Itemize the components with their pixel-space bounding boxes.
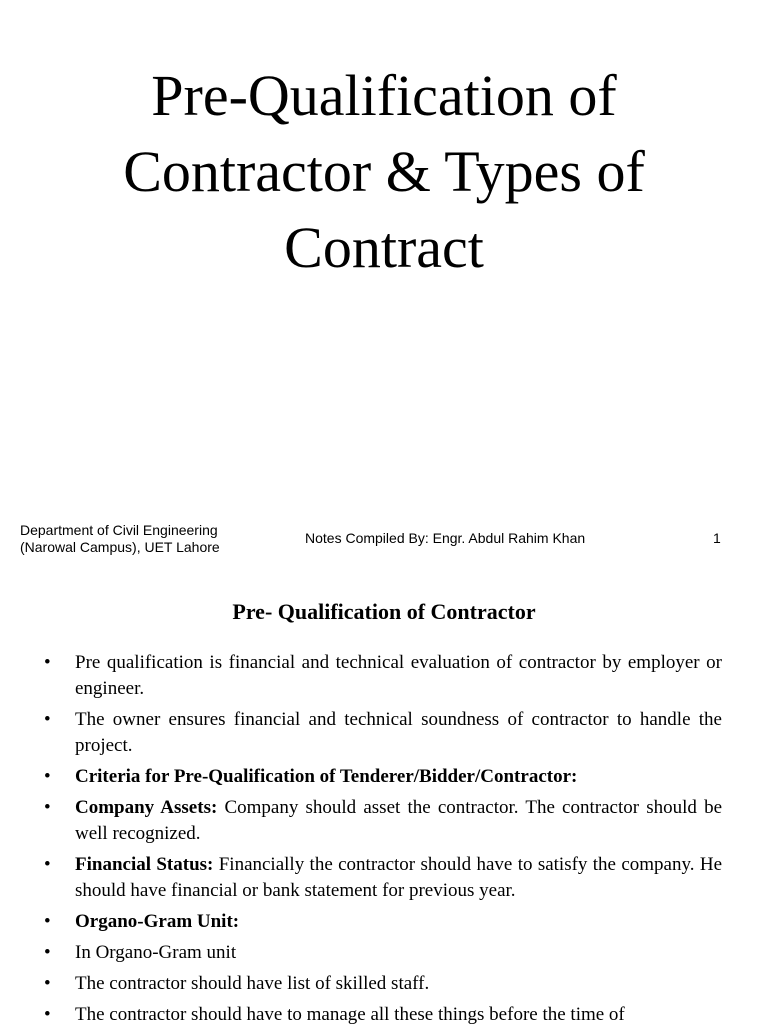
bullet-text: In Organo-Gram unit: [75, 942, 237, 963]
bullet-icon: •: [44, 911, 51, 932]
bullet-bold-text: Organo-Gram Unit:: [75, 911, 240, 932]
department-line-2: (Narowal Campus), UET Lahore: [20, 539, 220, 555]
bullet-item: [0, 852, 768, 904]
content-slide: [0, 575, 768, 1024]
bullet-item: [0, 795, 768, 847]
title-line-3: Contract: [284, 215, 484, 280]
title-line-2: Contractor & Types of: [123, 139, 645, 204]
bullet-item: [0, 650, 768, 702]
bullet-text: The contractor should have to manage all these things before the time of: [75, 1004, 625, 1025]
bullet-text: Financially the contractor should have to satisfy the company. He should have financial or bank statement for previous year.: [75, 854, 722, 901]
bullet-text: The owner ensures financial and technical soundness of contractor to handle the project.: [75, 709, 722, 756]
bullet-bold-text: Company Assets:: [75, 797, 218, 818]
bullet-bold-text: Criteria for Pre-Qualification of Tenderer/Bidder/Contractor:: [75, 766, 578, 787]
bullet-icon: •: [44, 766, 51, 787]
bullet-item: [0, 940, 768, 966]
slide-title: [0, 58, 768, 286]
section-heading: Pre- Qualification of Contractor: [232, 599, 536, 624]
bullet-item: [0, 707, 768, 759]
bullet-text: Pre qualification is financial and technical evaluation of contractor by employer or engineer.: [75, 652, 722, 699]
bullet-icon: •: [44, 1004, 51, 1025]
bullet-list: [0, 650, 768, 1033]
bullet-item: [0, 1002, 768, 1028]
bullet-text: Company should asset the contractor. The contractor should be well recognized.: [75, 797, 723, 844]
page-number: 1: [713, 530, 721, 546]
notes-credit: Notes Compiled By: Engr. Abdul Rahim Khan: [305, 530, 586, 546]
bullet-item: [0, 909, 768, 935]
department-line-1: Department of Civil Engineering: [20, 522, 218, 538]
bullet-icon: •: [44, 652, 51, 673]
bullet-item: [0, 971, 768, 997]
title-line-1: Pre-Qualification of: [151, 63, 617, 128]
bullet-icon: •: [44, 854, 51, 875]
bullet-icon: •: [44, 709, 51, 730]
bullet-bold-text: Financial Status:: [75, 854, 214, 875]
bullet-text: The contractor should have list of skilled staff.: [75, 973, 430, 994]
bullet-icon: •: [44, 973, 51, 994]
bullet-icon: •: [44, 797, 51, 818]
bullet-icon: •: [44, 942, 51, 963]
department-label: [20, 522, 220, 556]
bullet-item: [0, 764, 768, 790]
